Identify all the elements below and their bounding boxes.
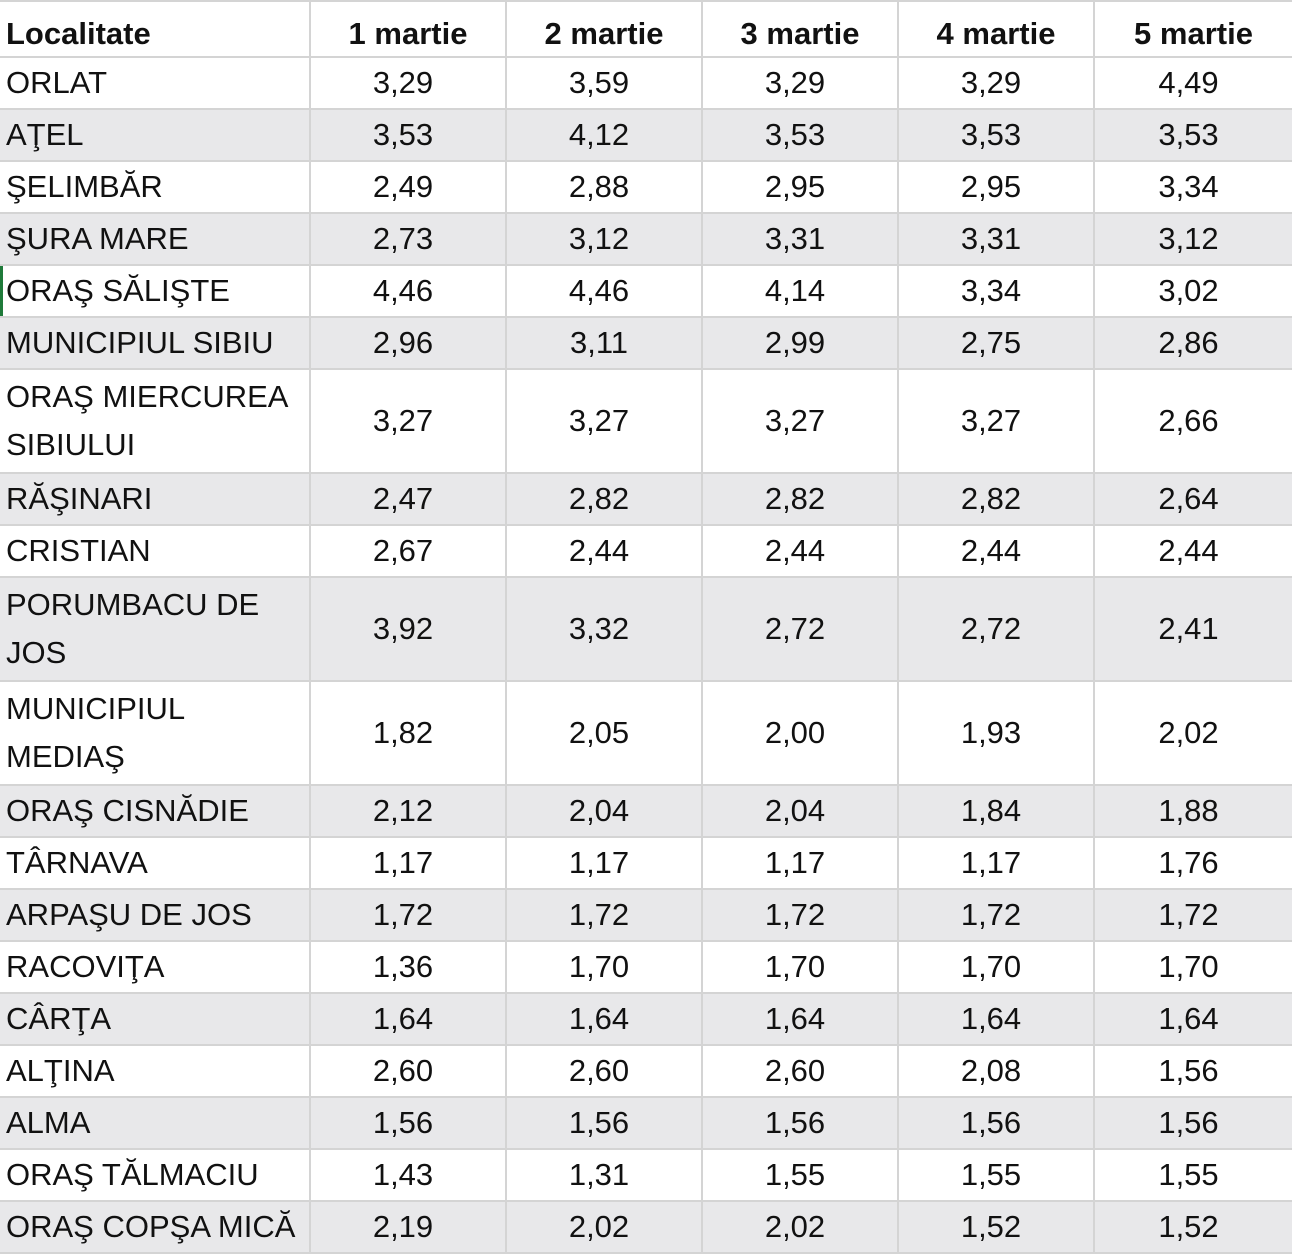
locality-cell[interactable]: TÂRNAVA	[0, 837, 310, 889]
value-cell-day-4[interactable]: 2,44	[898, 525, 1094, 577]
value-cell-day-2[interactable]: 2,05	[506, 681, 702, 785]
locality-cell[interactable]: RACOVIŢA	[0, 941, 310, 993]
value-cell-day-4[interactable]: 2,95	[898, 161, 1094, 213]
locality-cell[interactable]: ORAŞ COPŞA MICĂ	[0, 1201, 310, 1253]
value-cell-day-1[interactable]: 2,12	[310, 785, 506, 837]
locality-cell[interactable]: ORAŞ TĂLMACIU	[0, 1149, 310, 1201]
value-cell-day-4[interactable]: 3,27	[898, 369, 1094, 473]
value-cell-day-1[interactable]: 2,96	[310, 317, 506, 369]
locality-cell[interactable]: ORAŞ SĂLIŞTE	[0, 265, 310, 317]
value-cell-day-4[interactable]: 3,29	[898, 57, 1094, 109]
value-cell-day-3[interactable]: 2,02	[702, 1201, 898, 1253]
value-cell-day-5[interactable]: 3,53	[1094, 109, 1292, 161]
value-cell-day-4[interactable]: 2,08	[898, 1045, 1094, 1097]
value-cell-day-1[interactable]: 1,82	[310, 681, 506, 785]
value-cell-day-5[interactable]: 1,55	[1094, 1149, 1292, 1201]
value-cell-day-3[interactable]: 3,27	[702, 369, 898, 473]
locality-cell[interactable]: PORUMBACU DE JOS	[0, 577, 310, 681]
value-cell-day-4[interactable]: 3,53	[898, 109, 1094, 161]
value-cell-day-3[interactable]: 3,31	[702, 213, 898, 265]
value-cell-day-3[interactable]: 2,72	[702, 577, 898, 681]
value-cell-day-1[interactable]: 2,47	[310, 473, 506, 525]
value-cell-day-2[interactable]: 1,17	[506, 837, 702, 889]
table-row	[0, 265, 1292, 317]
value-cell-day-3[interactable]: 1,72	[702, 889, 898, 941]
value-cell-day-2[interactable]: 3,12	[506, 213, 702, 265]
value-cell-day-5[interactable]: 2,02	[1094, 681, 1292, 785]
locality-cell[interactable]: AŢEL	[0, 109, 310, 161]
column-header-localitate[interactable]: Localitate	[0, 1, 310, 57]
table-row	[0, 109, 1292, 161]
locality-cell[interactable]: ALŢINA	[0, 1045, 310, 1097]
value-cell-day-5[interactable]: 3,02	[1094, 265, 1292, 317]
table-row	[0, 213, 1292, 265]
table-row	[0, 1201, 1292, 1253]
value-cell-day-1[interactable]: 2,49	[310, 161, 506, 213]
table-row	[0, 317, 1292, 369]
locality-cell[interactable]: RĂŞINARI	[0, 473, 310, 525]
value-cell-day-5[interactable]: 4,49	[1094, 57, 1292, 109]
table-row	[0, 525, 1292, 577]
table-row	[0, 681, 1292, 785]
value-cell-day-4[interactable]: 1,56	[898, 1097, 1094, 1149]
value-cell-day-3[interactable]: 1,64	[702, 993, 898, 1045]
locality-cell[interactable]: CRISTIAN	[0, 525, 310, 577]
value-cell-day-3[interactable]: 2,00	[702, 681, 898, 785]
value-cell-day-4[interactable]: 1,93	[898, 681, 1094, 785]
value-cell-day-5[interactable]: 1,76	[1094, 837, 1292, 889]
locality-cell[interactable]: ALMA	[0, 1097, 310, 1149]
value-cell-day-1[interactable]: 2,60	[310, 1045, 506, 1097]
value-cell-day-2[interactable]: 1,56	[506, 1097, 702, 1149]
value-cell-day-2[interactable]: 2,44	[506, 525, 702, 577]
value-cell-day-3[interactable]: 2,60	[702, 1045, 898, 1097]
value-cell-day-1[interactable]: 1,17	[310, 837, 506, 889]
value-cell-day-2[interactable]: 2,88	[506, 161, 702, 213]
value-cell-day-4[interactable]: 1,52	[898, 1201, 1094, 1253]
value-cell-day-1[interactable]: 3,92	[310, 577, 506, 681]
value-cell-day-1[interactable]: 2,67	[310, 525, 506, 577]
locality-cell[interactable]: ŞELIMBĂR	[0, 161, 310, 213]
value-cell-day-2[interactable]: 1,64	[506, 993, 702, 1045]
value-cell-day-3[interactable]: 3,29	[702, 57, 898, 109]
column-header-day-2[interactable]: 2 martie	[506, 1, 702, 57]
value-cell-day-5[interactable]: 2,86	[1094, 317, 1292, 369]
table-row	[0, 473, 1292, 525]
value-cell-day-2[interactable]: 1,70	[506, 941, 702, 993]
table-row	[0, 1149, 1292, 1201]
value-cell-day-3[interactable]: 2,95	[702, 161, 898, 213]
value-cell-day-3[interactable]: 2,04	[702, 785, 898, 837]
value-cell-day-5[interactable]: 2,66	[1094, 369, 1292, 473]
value-cell-day-4[interactable]: 1,70	[898, 941, 1094, 993]
value-cell-day-1[interactable]: 1,43	[310, 1149, 506, 1201]
value-cell-day-4[interactable]: 2,75	[898, 317, 1094, 369]
table-row	[0, 1045, 1292, 1097]
value-cell-day-5[interactable]: 3,34	[1094, 161, 1292, 213]
table-row	[0, 785, 1292, 837]
locality-cell[interactable]: ORAŞ MIERCUREA SIBIULUI	[0, 369, 310, 473]
value-cell-day-2[interactable]: 1,31	[506, 1149, 702, 1201]
value-cell-day-3[interactable]: 1,56	[702, 1097, 898, 1149]
value-cell-day-3[interactable]: 4,14	[702, 265, 898, 317]
table-row	[0, 161, 1292, 213]
value-cell-day-2[interactable]: 2,60	[506, 1045, 702, 1097]
value-cell-day-3[interactable]: 1,55	[702, 1149, 898, 1201]
table-row	[0, 577, 1292, 681]
locality-cell[interactable]: ORAŞ CISNĂDIE	[0, 785, 310, 837]
value-cell-day-1[interactable]: 3,27	[310, 369, 506, 473]
value-cell-day-1[interactable]: 3,53	[310, 109, 506, 161]
value-cell-day-3[interactable]: 1,17	[702, 837, 898, 889]
column-header-day-3[interactable]: 3 martie	[702, 1, 898, 57]
value-cell-day-4[interactable]: 1,84	[898, 785, 1094, 837]
table-row	[0, 941, 1292, 993]
value-cell-day-4[interactable]: 1,64	[898, 993, 1094, 1045]
value-cell-day-2[interactable]: 3,27	[506, 369, 702, 473]
value-cell-day-4[interactable]: 3,31	[898, 213, 1094, 265]
value-cell-day-3[interactable]: 3,53	[702, 109, 898, 161]
value-cell-day-1[interactable]: 1,72	[310, 889, 506, 941]
value-cell-day-2[interactable]: 3,59	[506, 57, 702, 109]
table-row	[0, 369, 1292, 473]
value-cell-day-4[interactable]: 2,72	[898, 577, 1094, 681]
column-header-day-1[interactable]: 1 martie	[310, 1, 506, 57]
value-cell-day-2[interactable]: 2,82	[506, 473, 702, 525]
value-cell-day-5[interactable]: 1,72	[1094, 889, 1292, 941]
value-cell-day-4[interactable]: 1,17	[898, 837, 1094, 889]
value-cell-day-3[interactable]: 2,99	[702, 317, 898, 369]
locality-cell[interactable]: ŞURA MARE	[0, 213, 310, 265]
value-cell-day-1[interactable]: 1,36	[310, 941, 506, 993]
value-cell-day-3[interactable]: 2,44	[702, 525, 898, 577]
value-cell-day-5[interactable]: 1,56	[1094, 1045, 1292, 1097]
value-cell-day-1[interactable]: 4,46	[310, 265, 506, 317]
value-cell-day-2[interactable]: 4,12	[506, 109, 702, 161]
value-cell-day-2[interactable]: 1,72	[506, 889, 702, 941]
value-cell-day-2[interactable]: 3,32	[506, 577, 702, 681]
column-header-day-4[interactable]: 4 martie	[898, 1, 1094, 57]
table-row	[0, 57, 1292, 109]
locality-cell[interactable]: ARPAŞU DE JOS	[0, 889, 310, 941]
value-cell-day-5[interactable]: 1,88	[1094, 785, 1292, 837]
locality-cell[interactable]: MUNICIPIUL MEDIAŞ	[0, 681, 310, 785]
value-cell-day-4[interactable]: 1,72	[898, 889, 1094, 941]
table-row	[0, 1097, 1292, 1149]
table-row	[0, 993, 1292, 1045]
header-row	[0, 1, 1292, 57]
value-cell-day-5[interactable]: 3,12	[1094, 213, 1292, 265]
value-cell-day-5[interactable]: 1,64	[1094, 993, 1292, 1045]
value-cell-day-3[interactable]: 1,70	[702, 941, 898, 993]
value-cell-day-1[interactable]: 2,73	[310, 213, 506, 265]
value-cell-day-3[interactable]: 2,82	[702, 473, 898, 525]
value-cell-day-4[interactable]: 3,34	[898, 265, 1094, 317]
value-cell-day-4[interactable]: 2,82	[898, 473, 1094, 525]
value-cell-day-5[interactable]: 1,70	[1094, 941, 1292, 993]
value-cell-day-4[interactable]: 1,55	[898, 1149, 1094, 1201]
value-cell-day-5[interactable]: 2,64	[1094, 473, 1292, 525]
value-cell-day-1[interactable]: 1,64	[310, 993, 506, 1045]
value-cell-day-1[interactable]: 1,56	[310, 1097, 506, 1149]
table-row	[0, 889, 1292, 941]
column-header-day-5[interactable]: 5 martie	[1094, 1, 1292, 57]
value-cell-day-5[interactable]: 1,56	[1094, 1097, 1292, 1149]
locality-cell[interactable]: MUNICIPIUL SIBIU	[0, 317, 310, 369]
value-cell-day-2[interactable]: 2,02	[506, 1201, 702, 1253]
locality-cell[interactable]: CÂRŢA	[0, 993, 310, 1045]
value-cell-day-5[interactable]: 1,52	[1094, 1201, 1292, 1253]
value-cell-day-5[interactable]: 2,44	[1094, 525, 1292, 577]
table-row	[0, 837, 1292, 889]
locality-cell[interactable]: ORLAT	[0, 57, 310, 109]
value-cell-day-5[interactable]: 2,41	[1094, 577, 1292, 681]
value-cell-day-2[interactable]: 4,46	[506, 265, 702, 317]
value-cell-day-2[interactable]: 2,04	[506, 785, 702, 837]
value-cell-day-1[interactable]: 2,19	[310, 1201, 506, 1253]
value-cell-day-2[interactable]: 3,11	[506, 317, 702, 369]
value-cell-day-1[interactable]: 3,29	[310, 57, 506, 109]
